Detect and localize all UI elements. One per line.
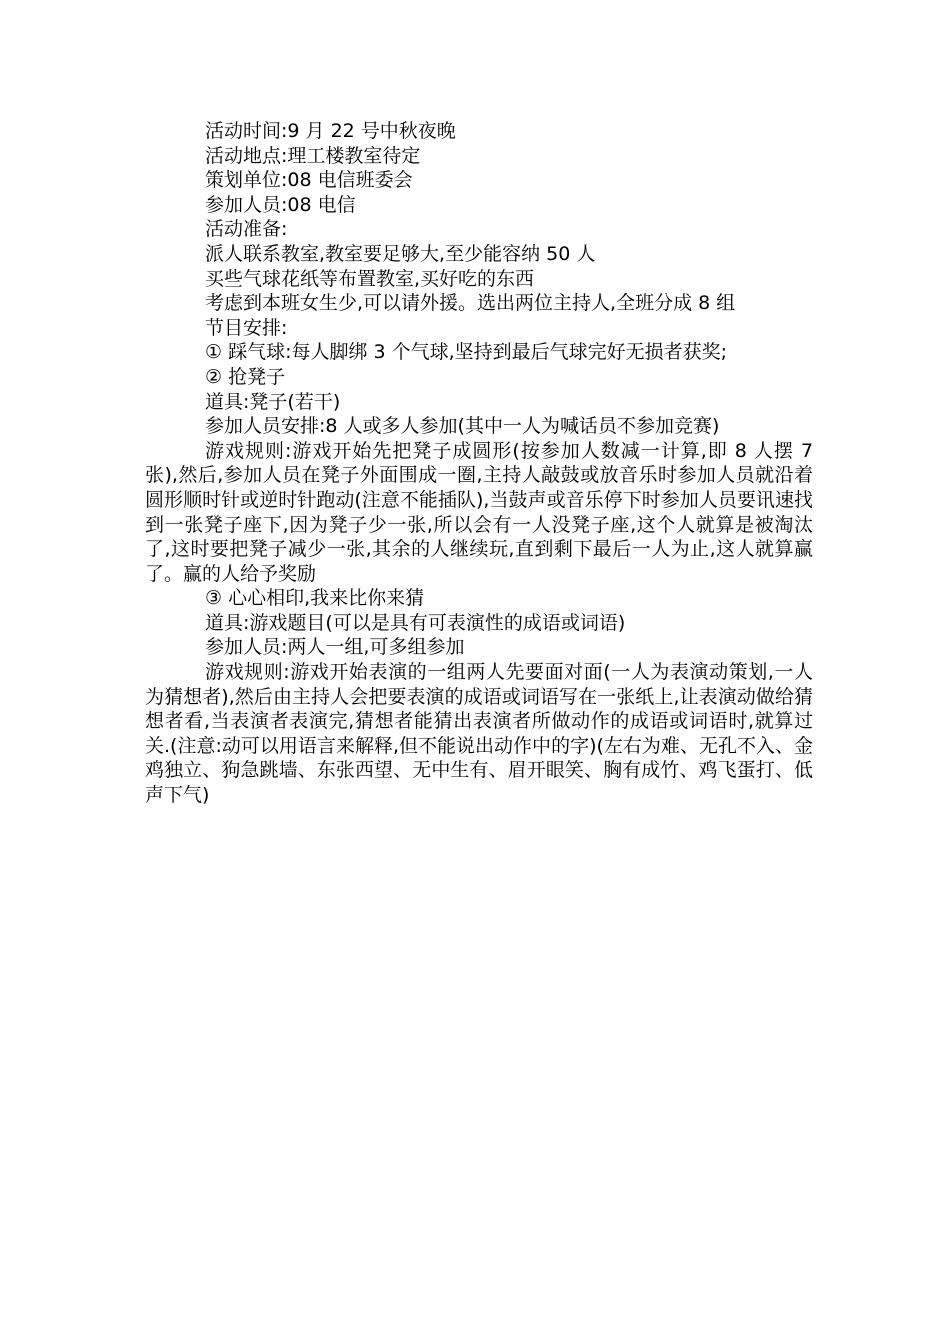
guessing-rules: 游戏规则:游戏开始表演的一组两人先要面对面(一人为表演动策划,一人为猜想者),然后由主持人会把要表演的成语或词语写在一张纸上,让表演动做给猜想者看,当表演者表演完,猜想者能猜出表演者所做动作的成语或词语时,就算过关.(注意:动可以用语言来解释,但不能说出动作中的字)(左右为难、无孔不入、金鸡独立、狗急跳墙、东张西望、无中生有、眉开眼笑、胸有成竹、鸡飞蛋打、低声下气) bbox=[145, 661, 813, 807]
preparation-classroom: 派人联系教室,教室要足够大,至少能容纳 50 人 bbox=[205, 242, 596, 265]
document-body bbox=[145, 119, 813, 808]
guessing-participants: 参加人员:两人一组,可多组参加 bbox=[205, 636, 465, 659]
activity-location: 活动地点:理工楼教室待定 bbox=[205, 144, 421, 167]
chairs-rules: 游戏规则:游戏开始先把凳子成圆形(按参加人数减一计算,即 8 人摆 7 张),然后,参加人员在凳子外面围成一圈,主持人敲鼓或放音乐时参加人员就沿着圆形顺时针或逆时针跑动(注意不能插队),当鼓声或音乐停下时参加人员要讯速找到一张凳子座下,因为凳子少一张,所以会有一人没凳子座,这个人就算是被淘汰了,这时要把凳子减少一张,其余的人继续玩,直到剩下最后一人为止,这人就算赢了。赢的人给予奖励 bbox=[145, 439, 813, 585]
participants: 参加人员:08 电信 bbox=[205, 193, 356, 216]
preparation-heading: 活动准备: bbox=[205, 218, 288, 241]
chairs-participants: 参加人员安排:8 人或多人参加(其中一人为喊话员不参加竞赛) bbox=[205, 415, 720, 438]
organizer: 策划单位:08 电信班委会 bbox=[205, 169, 413, 192]
preparation-hosts: 考虑到本班女生少,可以请外援。选出两位主持人,全班分成 8 组 bbox=[205, 292, 736, 315]
preparation-decoration: 买些气球花纸等布置教室,买好吃的东西 bbox=[205, 267, 535, 290]
program-item-balloon: ① 踩气球:每人脚绑 3 个气球,坚持到最后气球完好无损者获奖; bbox=[205, 341, 728, 364]
chairs-props: 道具:凳子(若干) bbox=[205, 390, 341, 413]
activity-time: 活动时间:9 月 22 号中秋夜晚 bbox=[205, 120, 456, 142]
guessing-props: 道具:游戏题目(可以是具有可表演性的成语或词语) bbox=[205, 611, 626, 634]
program-item-guessing: ③ 心心相印,我来比你来猜 bbox=[205, 587, 425, 610]
program-item-chairs: ② 抢凳子 bbox=[205, 365, 286, 388]
program-heading: 节目安排: bbox=[205, 316, 288, 339]
